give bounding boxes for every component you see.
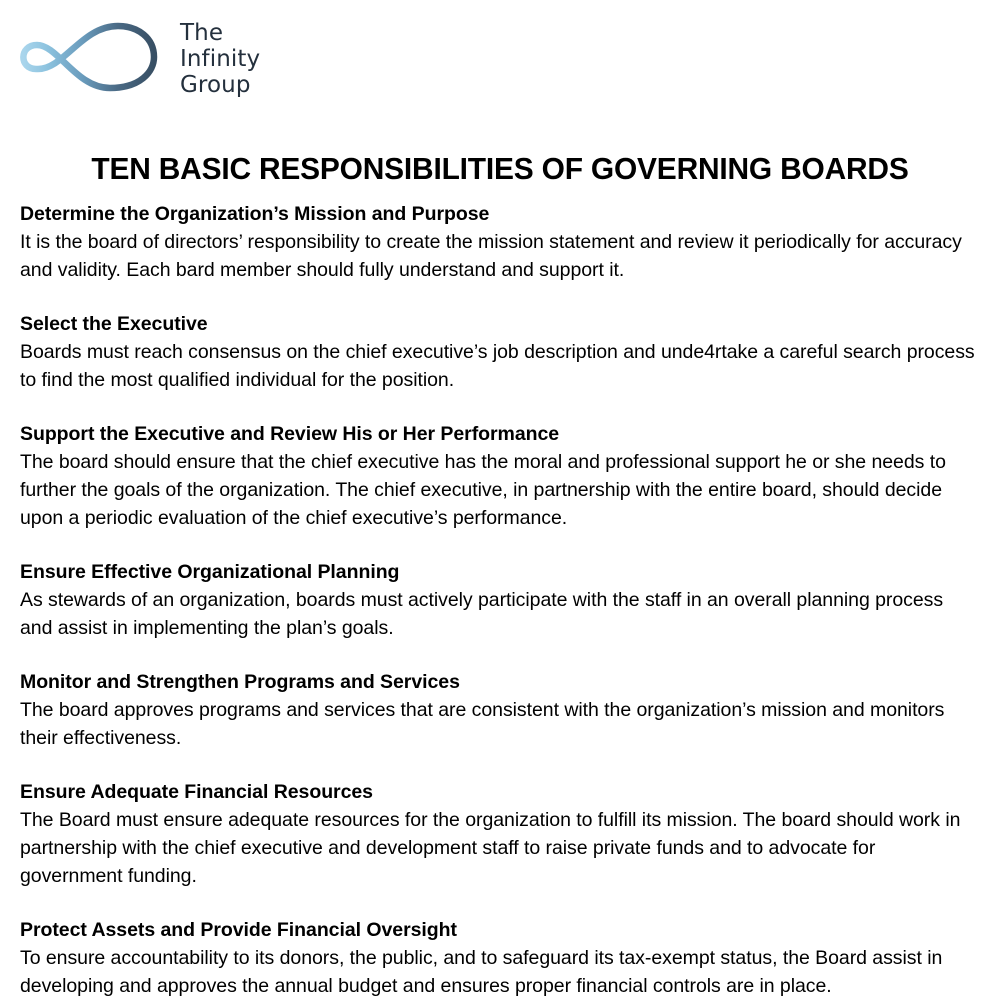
logo-wordmark [180, 21, 260, 98]
section-heading: Support the Executive and Review His or Her Performance [20, 423, 560, 445]
section-heading: Ensure Adequate Financial Resources [20, 781, 373, 803]
section-body: As stewards of an organization, boards must actively participate with the staff in an overall planning process and assist in implementing the plan’s goals. [20, 589, 944, 639]
company-logo [14, 8, 314, 112]
infinity-symbol-icon [14, 12, 174, 108]
responsibility-section [20, 200, 978, 284]
section-heading: Ensure Effective Organizational Planning [20, 561, 400, 583]
document-body [20, 200, 978, 1000]
logo-wordmark-line-3: Group [180, 71, 251, 98]
page-title: TEN BASIC RESPONSIBILITIES OF GOVERNING BOARDS [91, 150, 909, 186]
responsibility-section [20, 668, 978, 752]
section-body: The Board must ensure adequate resources for the organization to fulfill its mission. The board should work in partnership with the chief executive and development staff to raise private funds and to advocate for government funding. [20, 809, 961, 887]
responsibility-section [20, 778, 978, 890]
logo-wordmark-line-1: The [180, 20, 224, 47]
section-body: To ensure accountability to its donors, the public, and to safeguard its tax-exempt status, the Board assist in developing and approves the annual budget and ensures proper financial controls are in place. [20, 947, 943, 997]
section-body: The board approves programs and services that are consistent with the organization’s mission and monitors their effectiveness. [20, 699, 945, 749]
responsibility-section [20, 420, 978, 532]
section-heading: Monitor and Strengthen Programs and Services [20, 671, 460, 693]
logo-wordmark-line-2: Infinity [180, 46, 261, 73]
section-heading: Select the Executive [20, 313, 208, 335]
section-heading: Determine the Organization’s Mission and Purpose [20, 203, 490, 225]
responsibility-section [20, 916, 978, 1000]
responsibility-section [20, 310, 978, 394]
section-body: It is the board of directors’ responsibility to create the mission statement and review it periodically for accuracy and validity. Each bard member should fully understand and support it. [20, 231, 962, 281]
responsibility-section [20, 558, 978, 642]
section-heading: Protect Assets and Provide Financial Oversight [20, 919, 457, 941]
section-body: Boards must reach consensus on the chief executive’s job description and unde4rtake a careful search process to find the most qualified individual for the position. [20, 341, 975, 391]
section-body: The board should ensure that the chief executive has the moral and professional support he or she needs to further the goals of the organization. The chief executive, in partnership with the entire board, should decide upon a periodic evaluation of the chief executive’s performance. [20, 451, 946, 529]
